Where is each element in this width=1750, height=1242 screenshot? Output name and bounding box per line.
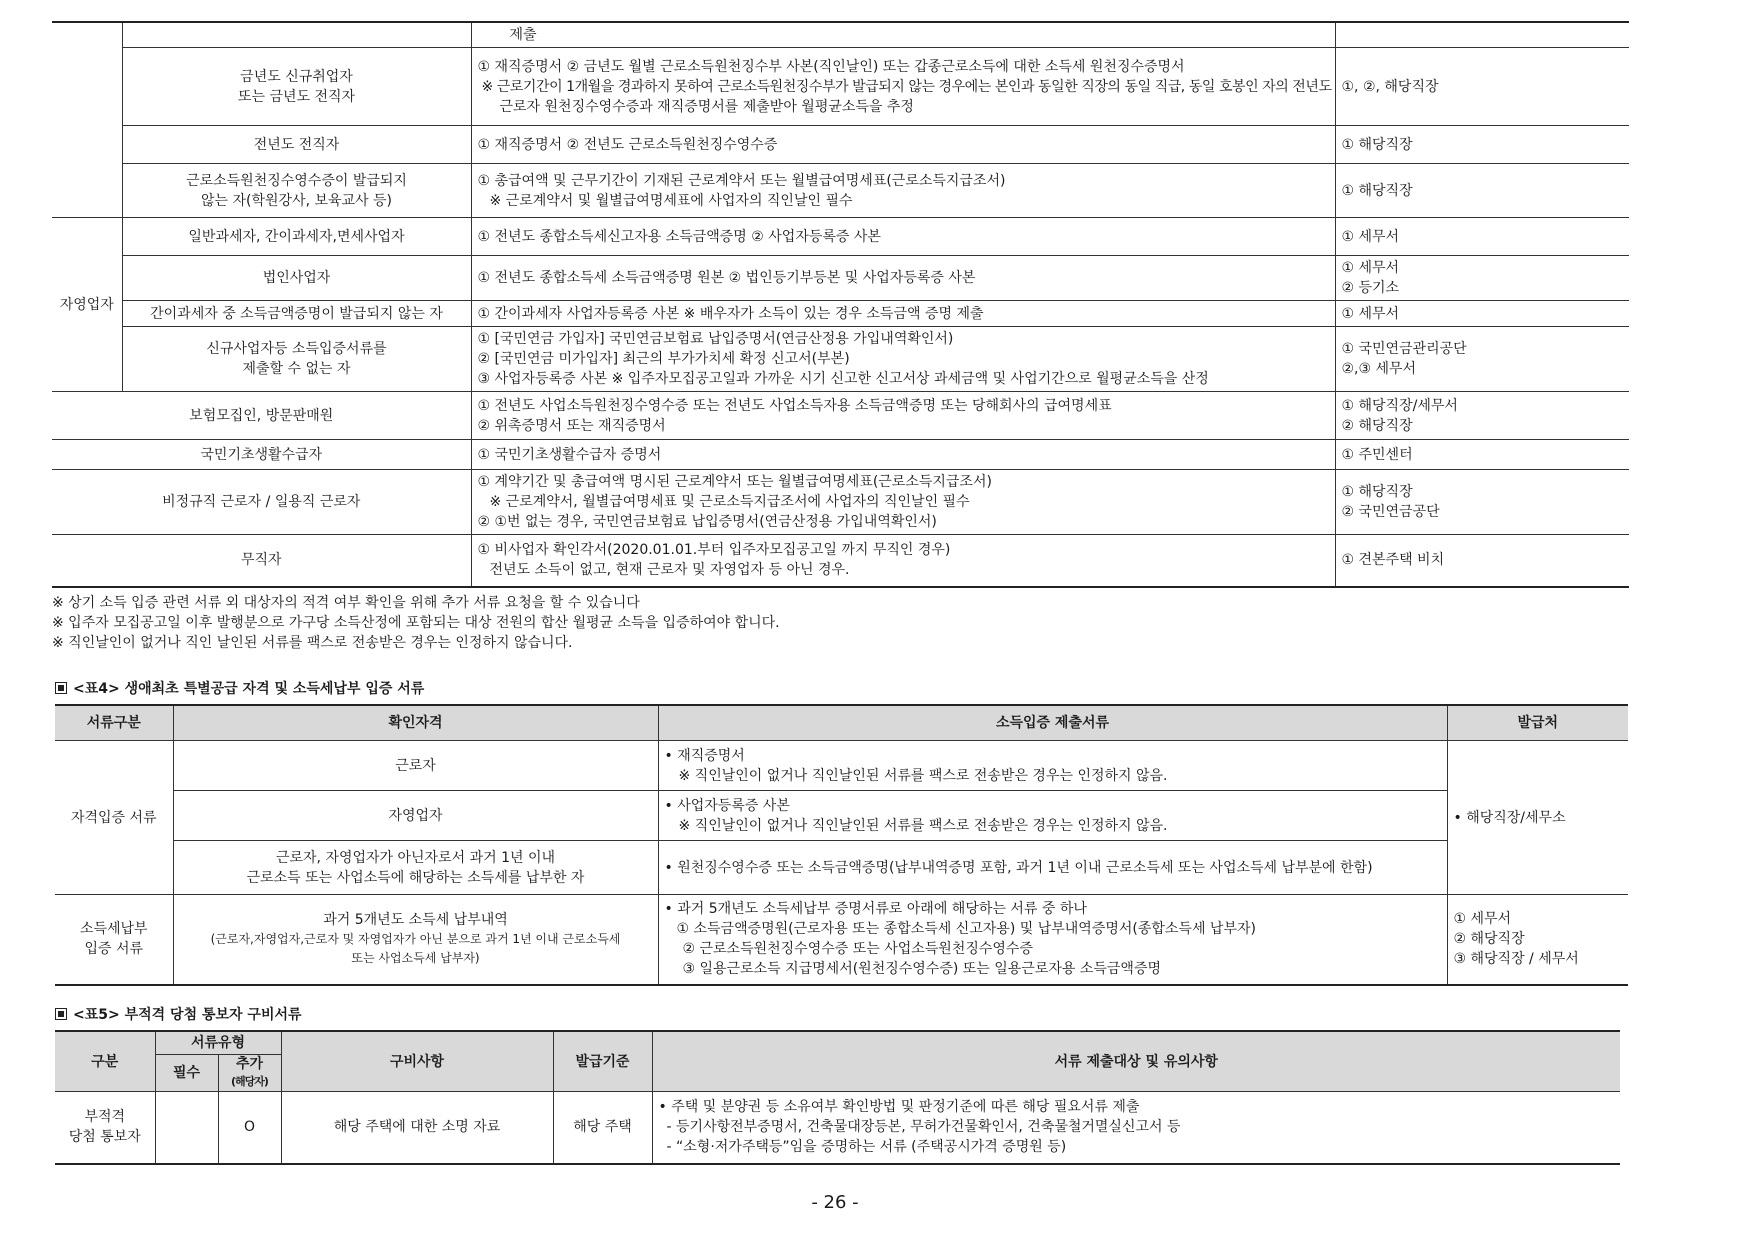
docs-cell: 제출 [471, 22, 1335, 48]
docs-cell: • 원천징수영수증 또는 소득금액증명(납부내역증명 포함, 과거 1년 이내 근로소득세 또는 사업소득세 납부분에 한함) [658, 841, 1447, 895]
issuer-cell: ① 해당직장 ② 국민연금공단 [1335, 470, 1629, 535]
docs-cell: ① 전년도 종합소득세 소득금액증명 원본 ② 법인등기부등본 및 사업자등록증 사본 [471, 256, 1335, 301]
notes-block [52, 593, 780, 653]
docs-cell: ① [국민연금 가입자] 국민연금보험료 납입증명서(연금산정용 가입내역확인서) ② [국민연금 미가입자] 최근의 부가가치세 확정 신고서(부본) ③ 사업자등록증 사본 ※ 입주자모집공고일과 가까운 시기 신고한 신고서상 과세금액 및 사업기간으로 월평균소득을 산정 [471, 327, 1335, 392]
header-income-docs: 소득입증 제출서류 [658, 705, 1447, 741]
issuer-cell: ① 견본주택 비치 [1335, 535, 1629, 587]
table5-title: <표5> 부적격 당첨 통보자 구비서류 [55, 1004, 302, 1024]
table-row [52, 327, 1629, 392]
docs-cell: ① 재직증명서 ② 금년도 월별 근로소득원천징수부 사본(직인날인) 또는 갑종근로소득에 대한 소득세 원천징수증명서 ※ 근로기간이 1개월을 경과하지 못하여 근로소득원천징수부가 발급되지 않는 경우에는 본인과 동일한 직장의 동일 직급, 동일 호봉인 자의 전년도 근로자 원천징수영수증과 재직증명서를 제출받아 월평균소득을 추정 [471, 48, 1335, 126]
docs-cell: ① 전년도 종합소득세신고자용 소득금액증명 ② 사업자등록증 사본 [471, 218, 1335, 256]
table-row [52, 440, 1629, 470]
qual-cell: 근로자 [173, 741, 658, 791]
first-time-buyer-table [55, 704, 1628, 986]
issuer-cell: ① 해당직장 [1335, 164, 1629, 218]
qual-cell: 과거 5개년도 소득세 납부내역 (근로자,자영업자,근로자 및 자영업자가 아닌 분으로 과거 1년 이내 근로소득세 또는 사업소득세 납부자) [173, 895, 658, 985]
issuer-cell: ① 해당직장 [1335, 126, 1629, 164]
header-doc-type: 서류유형 [155, 1031, 281, 1055]
qualification-cell: 비정규직 근로자 / 일용직 근로자 [52, 470, 471, 535]
docs-cell: ① 전년도 사업소득원천징수영수증 또는 전년도 사업소득자용 소득금액증명 또는 당해회사의 급여명세표 ② 위촉증명서 또는 재직증명서 [471, 392, 1335, 440]
note-line: ※ 상기 소득 입증 관련 서류 외 대상자의 적격 여부 확인을 위해 추가 서류 요청을 할 수 있습니다 [52, 595, 640, 611]
page-number: - 26 - [811, 1192, 859, 1213]
issuer-cell: ① 세무서 ② 해당직장 ③ 해당직장 / 세무서 [1447, 895, 1628, 985]
note-line: ※ 입주자 모집공고일 이후 발행분으로 가구당 소득산정에 포함되는 대상 전원의 합산 월평균 소득을 입증하여야 합니다. [52, 615, 780, 631]
group-tax-payment-docs: 소득세납부 입증 서류 [55, 895, 173, 985]
item-cell: 해당 주택에 대한 소명 자료 [281, 1092, 553, 1164]
table4-title: <표4> 생애최초 특별공급 자격 및 소득세납부 입증 서류 [55, 678, 424, 698]
note-line: ※ 직인날인이 없거나 직인 날인된 서류를 팩스로 전송받은 경우는 인정하지 않습니다. [52, 635, 573, 651]
docs-cell: • 과거 5개년도 소득세납부 증명서류로 아래에 해당하는 서류 중 하나 ① 소득금액증명원(근로자용 또는 종합소득세 신고자용) 및 납부내역증명서(종합소득세 납부자) ② 근로소득원천징수영수증 또는 사업소득원천징수영수증 ③ 일용근로소득 지급명세서(원천징수영수증) 또는 일용근로자용 소득금액증명 [658, 895, 1447, 985]
qualification-cell: 신규사업자등 소득입증서류를 제출할 수 없는 자 [122, 327, 471, 392]
table-row [52, 470, 1629, 535]
group-self-employed: 자영업자 [52, 218, 122, 392]
qualification-cell: 간이과세자 중 소득금액증명이 발급되지 않는 자 [122, 301, 471, 327]
header-item: 구비사항 [281, 1031, 553, 1092]
docs-cell: ① 계약기간 및 총급여액 명시된 근로계약서 또는 월별급여명세표(근로소득지급조서) ※ 근로계약서, 월별급여명세표 및 근로소득지급조서에 사업자의 직인날인 필수 ② ①번 없는 경우, 국민연금보험료 납입증명서(연금산정용 가입내역확인서) [471, 470, 1335, 535]
square-bullet-icon [55, 682, 67, 694]
docs-cell: ① 비사업자 확인각서(2020.01.01.부터 입주자모집공고일 까지 무직인 경우) 전년도 소득이 없고, 현재 근로자 및 자영업자 등 아닌 경우. [471, 535, 1335, 587]
qualification-cell: 일반과세자, 간이과세자,면세사업자 [122, 218, 471, 256]
docs-cell: • 사업자등록증 사본 ※ 직인날인이 없거나 직인날인된 서류를 팩스로 전송받은 경우는 인정하지 않음. [658, 791, 1447, 841]
qualification-cell: 근로소득원천징수영수증이 발급되지 않는 자(학원강사, 보육교사 등) [122, 164, 471, 218]
qualification-cell: 전년도 전직자 [122, 126, 471, 164]
issuer-cell: ① 주민센터 [1335, 440, 1629, 470]
docs-cell: • 재직증명서 ※ 직인날인이 없거나 직인날인된 서류를 팩스로 전송받은 경우는 인정하지 않음. [658, 741, 1447, 791]
group-cell [52, 22, 122, 218]
table-row [52, 218, 1629, 256]
docs-cell: ① 총급여액 및 근무기간이 기재된 근로계약서 또는 월별급여명세표(근로소득지급조서) ※ 근로계약서 및 월별급여명세표에 사업자의 직인날인 필수 [471, 164, 1335, 218]
issuer-cell: ① 세무서 [1335, 218, 1629, 256]
ineligible-winner-table [55, 1030, 1620, 1165]
income-proof-table [52, 21, 1629, 588]
issuer-cell [1335, 22, 1629, 48]
qualification-cell: 금년도 신규취업자 또는 금년도 전직자 [122, 48, 471, 126]
issuer-cell: ①, ②, 해당직장 [1335, 48, 1629, 126]
header-issuer: 발급처 [1447, 705, 1628, 741]
header-required: 필수 [155, 1055, 218, 1092]
table-row [52, 256, 1629, 301]
docs-cell: ① 재직증명서 ② 전년도 근로소득원천징수영수증 [471, 126, 1335, 164]
table-row [52, 22, 1629, 48]
docs-cell: ① 국민기초생활수급자 증명서 [471, 440, 1335, 470]
table-row [52, 126, 1629, 164]
required-cell [155, 1092, 218, 1164]
table-row [52, 392, 1629, 440]
square-bullet-icon [55, 1008, 67, 1020]
header-qualification: 확인자격 [173, 705, 658, 741]
header-doc-type: 서류구분 [55, 705, 173, 741]
qualification-cell: 국민기초생활수급자 [52, 440, 471, 470]
issuer-cell: ① 국민연금관리공단 ②,③ 세무서 [1335, 327, 1629, 392]
extra-cell: O [218, 1092, 281, 1164]
table-row [52, 164, 1629, 218]
table-row [52, 535, 1629, 587]
qual-cell: 근로자, 자영업자가 아닌자로서 과거 1년 이내 근로소득 또는 사업소득에 해당하는 소득세를 납부한 자 [173, 841, 658, 895]
qualification-cell: 보험모집인, 방문판매원 [52, 392, 471, 440]
docs-cell: ① 간이과세자 사업자등록증 사본 ※ 배우자가 소득이 있는 경우 소득금액 증명 제출 [471, 301, 1335, 327]
group-qualification-docs: 자격입증 서류 [55, 741, 173, 895]
qualification-cell: 무직자 [52, 535, 471, 587]
gubun-cell: 부적격 당첨 통보자 [55, 1092, 155, 1164]
issuer-cell: • 해당직장/세무소 [1447, 741, 1628, 895]
header-gubun: 구분 [55, 1031, 155, 1092]
header-notes: 서류 제출대상 및 유의사항 [652, 1031, 1620, 1092]
table-row [52, 48, 1629, 126]
table-row [52, 301, 1629, 327]
header-extra: 추가 (해당자) [218, 1055, 281, 1092]
notes-cell: • 주택 및 분양권 등 소유여부 확인방법 및 판정기준에 따른 해당 필요서류 제출 - 등기사항전부증명서, 건축물대장등본, 무허가건물확인서, 건축물철거멸실신고서 등 - “소형·저가주택등”임을 증명하는 서류 (주택공시가격 증명원 등) [652, 1092, 1620, 1164]
basis-cell: 해당 주택 [553, 1092, 652, 1164]
header-basis: 발급기준 [553, 1031, 652, 1092]
issuer-cell: ① 세무서 ② 등기소 [1335, 256, 1629, 301]
qualification-cell: 법인사업자 [122, 256, 471, 301]
qualification-cell [122, 22, 471, 48]
qual-cell: 자영업자 [173, 791, 658, 841]
issuer-cell: ① 세무서 [1335, 301, 1629, 327]
issuer-cell: ① 해당직장/세무서 ② 해당직장 [1335, 392, 1629, 440]
